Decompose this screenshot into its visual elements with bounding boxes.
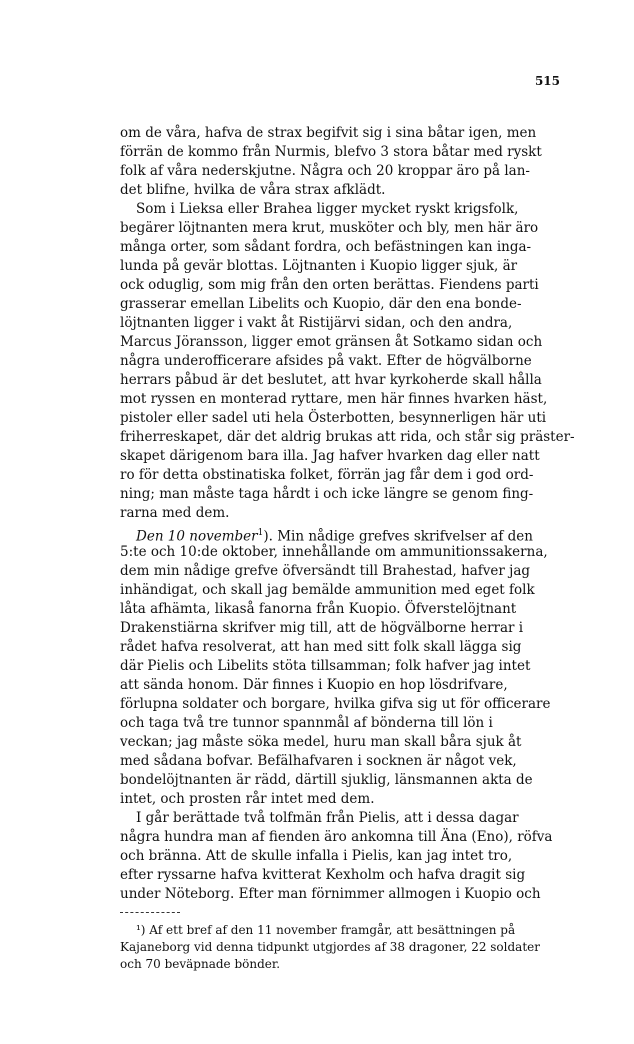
text-line: lunda på gevär blottas. Löjtnanten i Kuopio ligger sjuk, är	[120, 258, 518, 274]
text-line: ock oduglig, som mig från den orten berättas. Fiendens parti	[120, 277, 539, 293]
text-line: löjtnanten ligger i vakt åt Ristijärvi sidan, och den andra,	[120, 315, 513, 331]
text-line: dem min nådige grefve öfversändt till Brahestad, hafver jag	[120, 563, 531, 579]
text-line: några underofficerare afsides på vakt. Efter de högvälborne	[120, 353, 532, 369]
page-number: 515	[534, 74, 560, 88]
text-line: herrars påbud är det beslutet, att hvar kyrkoherde skall hålla	[120, 372, 542, 388]
text-line: bondelöjtnanten är rädd, därtill sjuklig, länsmannen akta de	[120, 772, 533, 788]
entry-date: Den 10 november	[136, 528, 258, 545]
footnote-divider	[120, 912, 180, 913]
text-line: förlupna soldater och borgare, hvilka gifva sig ut för officerare	[120, 696, 551, 712]
text-line: låta afhämta, likaså fanorna från Kuopio. Öfverstelöjtnant	[120, 601, 517, 617]
text-line: folk af våra nederskjutne. Några och 20 kroppar äro på lan-	[120, 163, 530, 179]
text-line: inhändigat, och skall jag bemälde ammunition med eget folk	[120, 582, 535, 598]
text-line: många orter, som sådant fordra, och befästningen kan inga-	[120, 239, 532, 255]
text-line: I går berättade två tolfmän från Pielis, att i dessa dagar	[136, 810, 519, 826]
text-line: det blifne, hvilka de våra strax afklädt.	[120, 182, 386, 198]
text-line: begärer löjtnanten mera krut, musköter och bly, men här äro	[120, 220, 539, 236]
footnote-ref: 1	[257, 528, 264, 538]
text-line: skapet därigenom bara illa. Jag hafver hvarken dag eller natt	[120, 448, 540, 464]
text-line: veckan; jag måste söka medel, huru man skall båra sjuk åt	[120, 734, 522, 750]
text-line: mot ryssen en monterad ryttare, men här finnes hvarken häst,	[120, 391, 548, 407]
text-line: rådet hafva resolverat, att han med sitt folk skall lägga sig	[120, 639, 522, 655]
text-line: om de våra, hafva de strax begifvit sig i sina båtar igen, men	[120, 125, 537, 141]
text-line: ning; man måste taga hårdt i och icke längre se genom fing-	[120, 486, 534, 502]
text-line: Drakenstiärna skrifver mig till, att de högvälborne herrar i	[120, 620, 524, 636]
text-line: friherreskapet, där det aldrig brukas att rida, och står sig präster-	[120, 429, 575, 445]
text-line: Marcus Jöransson, ligger emot gränsen åt Sotkamo sidan och	[120, 334, 543, 350]
footnote-line: och 70 beväpnade bönder.	[120, 957, 281, 971]
footnote-line: ¹) Af ett bref af den 11 november framgår, att besättningen på	[136, 923, 516, 937]
text-line: Som i Lieksa eller Brahea ligger mycket ryskt krigsfolk,	[136, 201, 519, 217]
text-line: intet, och prosten rår intet med dem.	[120, 791, 375, 807]
text-line: under Nöteborg. Efter man förnimmer allmogen i Kuopio och	[120, 886, 541, 902]
text-line: att sända honom. Där finnes i Kuopio en hop lösdrifvare,	[120, 677, 508, 693]
text-line: grasserar emellan Libelits och Kuopio, där den ena bonde-	[120, 296, 522, 312]
text-line: förrän de kommo från Nurmis, blefvo 3 stora båtar med ryskt	[120, 144, 542, 160]
footnote-line: Kajaneborg vid denna tidpunkt utgjordes af 38 dragoner, 22 soldater	[120, 940, 540, 954]
text-line: rarna med dem.	[120, 505, 230, 521]
text-line: efter ryssarne hafva kvitterat Kexholm och hafva dragit sig	[120, 867, 526, 883]
text-line: och bränna. Att de skulle infalla i Pielis, kan jag intet tro,	[120, 848, 513, 864]
text-line: ro för detta obstinatiska folket, förrän jag får dem i god ord-	[120, 467, 534, 483]
text-line: och taga två tre tunnor spannmål af bönderna till lön i	[120, 715, 493, 731]
text-line: 5:te och 10:de oktober, innehållande om ammunitionssakerna,	[120, 544, 548, 560]
dated-line-rest: Min nådige grefves skrifvelser af den	[277, 528, 533, 545]
text-line: pistoler eller sadel uti hela Österbotten, besynnerligen här uti	[120, 410, 547, 426]
text-line: med sådana bofvar. Befälhafvaren i socknen är något vek,	[120, 753, 517, 769]
text-line: några hundra man af fienden äro ankomna till Äna (Eno), röfva	[120, 829, 553, 845]
paren: ).	[263, 528, 273, 545]
text-line: där Pielis och Libelits stöta tillsamman; folk hafver jag intet	[120, 658, 531, 674]
